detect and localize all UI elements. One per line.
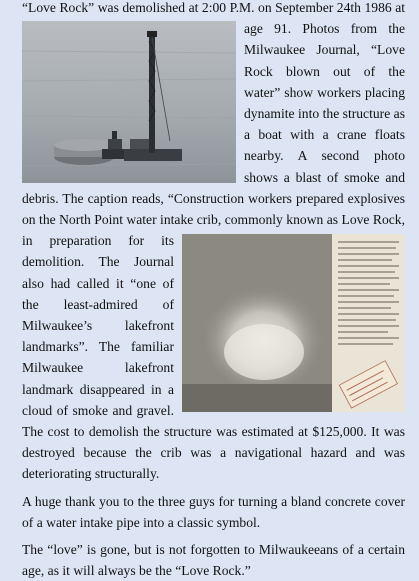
paragraph-demolition [22,0,405,485]
blast-clipping-photo [182,234,405,412]
paragraph-demolition-first-line: “Love Rock” was demolished at 2:00 P.M. on September 24th 1986 [22,0,392,15]
paragraph-demolition-body: at age 91. Photos from the Milwaukee Journal, “Love Rock blown out of the water” show workers placing dynamite into the structure as a boat with a crane floats nearby. A second photo shows a blast of smoke and debris. The caption reads, “Construction workers prepared explosives on the North Point water intake crib, commonly known as Love Rock, in preparation for its demolition. The Journal also had called it “one of the least-admired of Milwaukee’s lakefront landmarks”. The familiar Milwaukee lakefront landmark disappeared in a cloud of smoke and gravel. The cost to demolish the structure was estimated at $125,000. It was destroyed because the crib was a navigational hazard and was deteriorating structurally. [22,0,406,482]
crib-crane-photo [22,21,236,183]
paragraph-thanks: A huge thank you to the three guys for turning a bland concrete cover of a water intake pipe into a classic symbol. [22,493,405,530]
paragraph-love-gone: The “love” is gone, but is not forgotten to Milwaukeeans of a certain age, as it will always be the “Love Rock.” [22,542,405,579]
